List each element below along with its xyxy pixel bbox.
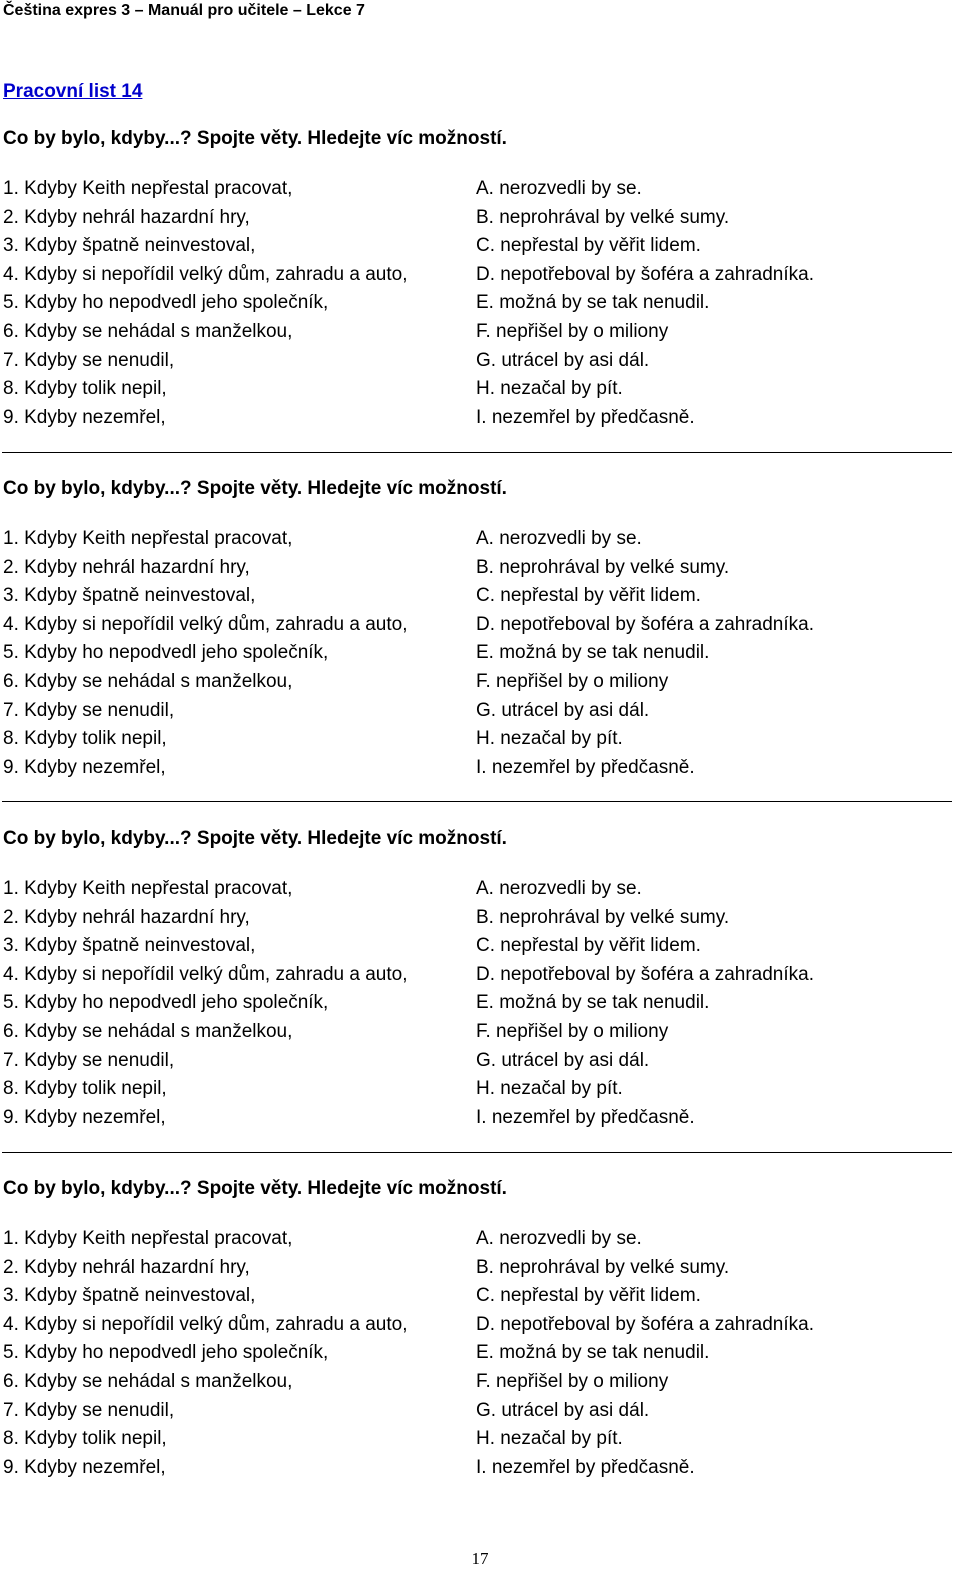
consequence-item: I. nezemřel by předčasně.	[476, 1106, 695, 1128]
condition-item: 1. Kdyby Keith nepřestal pracovat,	[3, 178, 293, 199]
condition-item: 4. Kdyby si nepořídil velký dům, zahradu a auto,	[3, 613, 408, 635]
page-header: Čeština expres 3 – Manuál pro učitele – Lekce 7	[3, 2, 365, 19]
condition-item: 8. Kdyby tolik nepil,	[3, 1428, 167, 1450]
consequence-item: I. nezemřel by předčasně.	[476, 1456, 695, 1478]
consequence-item: D. nepotřeboval by šoféra a zahradníka.	[476, 963, 814, 985]
consequence-item: H. nezačal by pít.	[476, 728, 623, 750]
condition-item: 7. Kdyby se nenudil,	[3, 699, 175, 721]
separator-line	[2, 801, 952, 802]
conditions-list	[3, 527, 463, 784]
condition-item: 2. Kdyby nehrál hazardní hry,	[3, 206, 250, 228]
consequence-item: B. neprohrával by velké sumy.	[476, 556, 730, 578]
condition-item: 4. Kdyby si nepořídil velký dům, zahradu a auto,	[3, 1313, 408, 1335]
condition-item: 9. Kdyby nezemřel,	[3, 756, 166, 778]
condition-item: 5. Kdyby ho nepodvedl jeho společník,	[3, 992, 329, 1014]
exercise-instruction: Co by bylo, kdyby...? Spojte věty. Hledejte víc možností.	[3, 128, 507, 149]
consequence-item: H. nezačal by pít.	[476, 378, 623, 400]
exercise-block	[0, 1177, 960, 1477]
condition-item: 1. Kdyby Keith nepřestal pracovat,	[3, 878, 293, 899]
consequence-item: B. neprohrával by velké sumy.	[476, 1256, 730, 1278]
consequence-item: F. nepřišel by o miliony	[476, 1370, 669, 1392]
consequence-item: A. nerozvedli by se.	[476, 878, 642, 899]
exercise-instruction: Co by bylo, kdyby...? Spojte věty. Hledejte víc možností.	[3, 828, 507, 849]
condition-item: 9. Kdyby nezemřel,	[3, 1106, 166, 1128]
condition-item: 8. Kdyby tolik nepil,	[3, 1078, 167, 1100]
condition-item: 3. Kdyby špatně neinvestoval,	[3, 1285, 256, 1307]
consequence-item: H. nezačal by pít.	[476, 1078, 623, 1100]
condition-item: 2. Kdyby nehrál hazardní hry,	[3, 906, 250, 928]
consequence-item: C. nepřestal by věřit lidem.	[476, 585, 701, 607]
conditions-list	[3, 877, 463, 1134]
condition-item: 3. Kdyby špatně neinvestoval,	[3, 585, 256, 607]
condition-item: 9. Kdyby nezemřel,	[3, 406, 166, 428]
consequences-list	[476, 1227, 946, 1484]
consequence-item: A. nerozvedli by se.	[476, 528, 642, 549]
separator-line	[2, 452, 952, 453]
page-number: 17	[471, 1549, 489, 1568]
condition-item: 8. Kdyby tolik nepil,	[3, 728, 167, 750]
condition-item: 6. Kdyby se nehádal s manželkou,	[3, 1370, 293, 1392]
condition-item: 2. Kdyby nehrál hazardní hry,	[3, 556, 250, 578]
conditions-list	[3, 1227, 463, 1484]
consequence-item: C. nepřestal by věřit lidem.	[476, 1285, 701, 1307]
condition-item: 1. Kdyby Keith nepřestal pracovat,	[3, 1228, 293, 1249]
consequence-item: D. nepotřeboval by šoféra a zahradníka.	[476, 1313, 814, 1335]
consequence-item: G. utrácel by asi dál.	[476, 699, 650, 721]
consequences-list	[476, 177, 946, 434]
consequence-item: E. možná by se tak nenudil.	[476, 292, 710, 314]
condition-item: 6. Kdyby se nehádal s manželkou,	[3, 320, 293, 342]
condition-item: 3. Kdyby špatně neinvestoval,	[3, 935, 256, 957]
condition-item: 4. Kdyby si nepořídil velký dům, zahradu a auto,	[3, 263, 408, 285]
consequence-item: I. nezemřel by předčasně.	[476, 406, 695, 428]
conditions-list	[3, 177, 463, 434]
consequence-item: F. nepřišel by o miliony	[476, 320, 669, 342]
condition-item: 9. Kdyby nezemřel,	[3, 1456, 166, 1478]
condition-item: 2. Kdyby nehrál hazardní hry,	[3, 1256, 250, 1278]
condition-item: 1. Kdyby Keith nepřestal pracovat,	[3, 528, 293, 549]
consequence-item: A. nerozvedli by se.	[476, 178, 642, 199]
consequence-item: C. nepřestal by věřit lidem.	[476, 935, 701, 957]
consequence-item: D. nepotřeboval by šoféra a zahradníka.	[476, 613, 814, 635]
consequences-list	[476, 877, 946, 1134]
exercise-block	[0, 127, 960, 427]
consequence-item: G. utrácel by asi dál.	[476, 1049, 650, 1071]
consequence-item: D. nepotřeboval by šoféra a zahradníka.	[476, 263, 814, 285]
condition-item: 7. Kdyby se nenudil,	[3, 1049, 175, 1071]
consequence-item: G. utrácel by asi dál.	[476, 349, 650, 371]
condition-item: 5. Kdyby ho nepodvedl jeho společník,	[3, 292, 329, 314]
consequences-list	[476, 527, 946, 784]
condition-item: 7. Kdyby se nenudil,	[3, 1399, 175, 1421]
condition-item: 4. Kdyby si nepořídil velký dům, zahradu a auto,	[3, 963, 408, 985]
exercise-block	[0, 477, 960, 777]
consequence-item: B. neprohrával by velké sumy.	[476, 206, 730, 228]
consequence-item: G. utrácel by asi dál.	[476, 1399, 650, 1421]
condition-item: 5. Kdyby ho nepodvedl jeho společník,	[3, 1342, 329, 1364]
exercise-instruction: Co by bylo, kdyby...? Spojte věty. Hledejte víc možností.	[3, 478, 507, 499]
consequence-item: F. nepřišel by o miliony	[476, 1020, 669, 1042]
consequence-item: E. možná by se tak nenudil.	[476, 992, 710, 1014]
consequence-item: F. nepřišel by o miliony	[476, 670, 669, 692]
consequence-item: I. nezemřel by předčasně.	[476, 756, 695, 778]
worksheet-title-link[interactable]: Pracovní list 14	[3, 81, 143, 102]
consequence-item: H. nezačal by pít.	[476, 1428, 623, 1450]
consequence-item: C. nepřestal by věřit lidem.	[476, 235, 701, 257]
condition-item: 7. Kdyby se nenudil,	[3, 349, 175, 371]
exercise-block	[0, 827, 960, 1127]
condition-item: 8. Kdyby tolik nepil,	[3, 378, 167, 400]
consequence-item: A. nerozvedli by se.	[476, 1228, 642, 1249]
condition-item: 5. Kdyby ho nepodvedl jeho společník,	[3, 642, 329, 664]
condition-item: 6. Kdyby se nehádal s manželkou,	[3, 1020, 293, 1042]
condition-item: 3. Kdyby špatně neinvestoval,	[3, 235, 256, 257]
exercise-instruction: Co by bylo, kdyby...? Spojte věty. Hledejte víc možností.	[3, 1178, 507, 1199]
consequence-item: E. možná by se tak nenudil.	[476, 1342, 710, 1364]
consequence-item: B. neprohrával by velké sumy.	[476, 906, 730, 928]
condition-item: 6. Kdyby se nehádal s manželkou,	[3, 670, 293, 692]
consequence-item: E. možná by se tak nenudil.	[476, 642, 710, 664]
separator-line	[2, 1152, 952, 1153]
